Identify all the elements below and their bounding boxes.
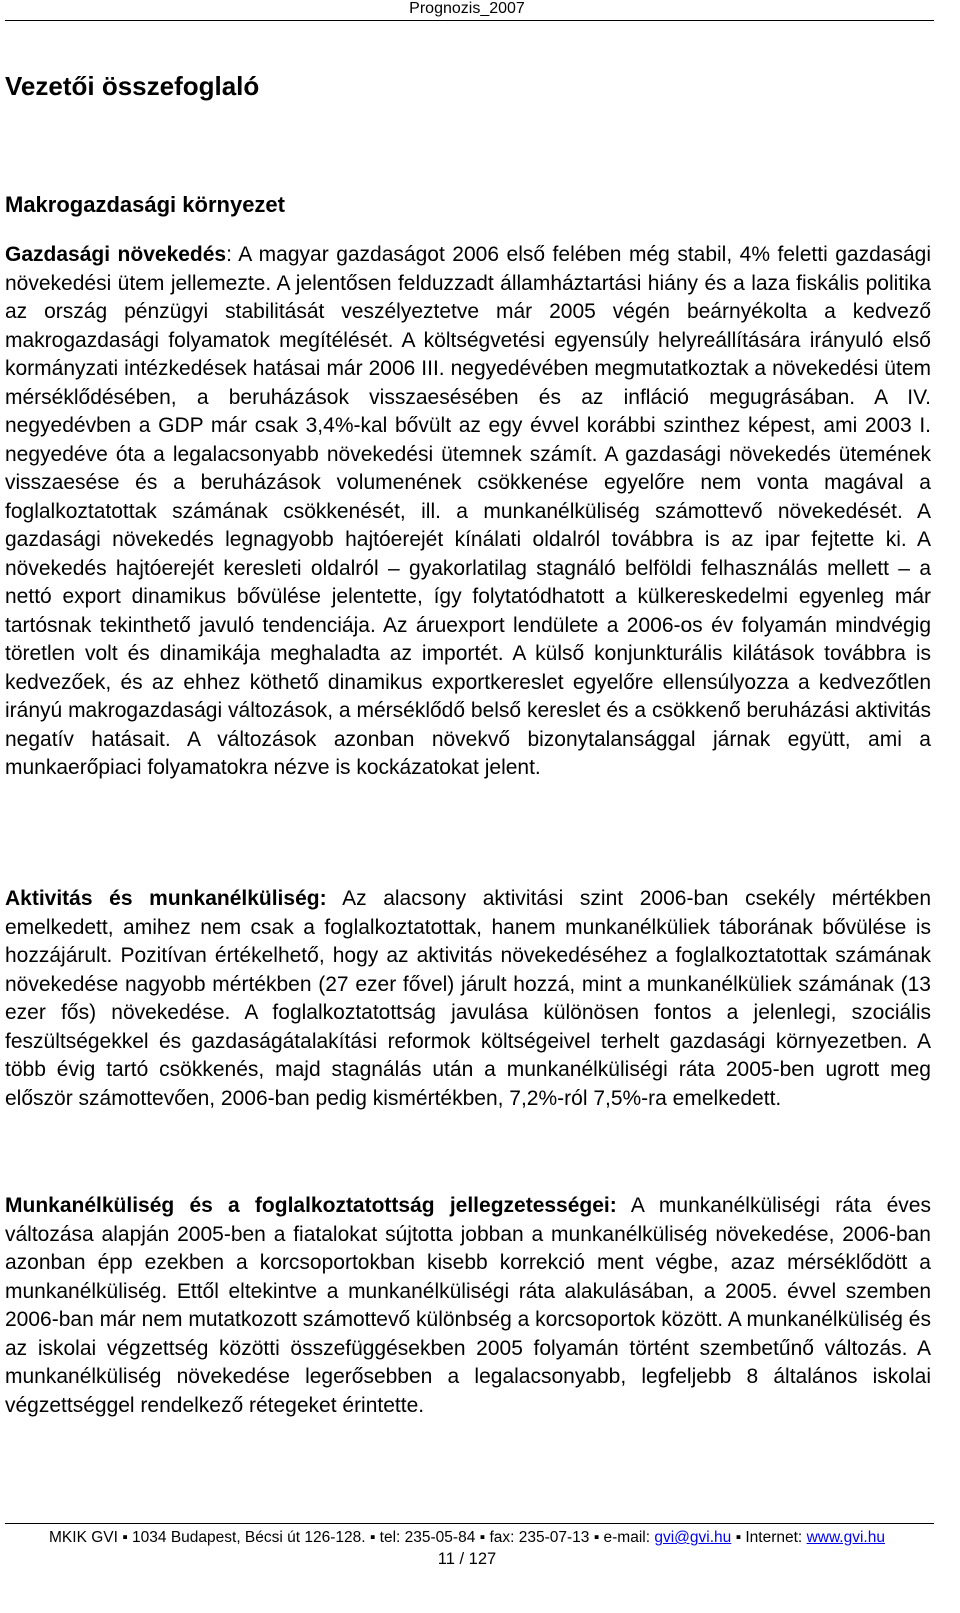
footer-separator: ▪	[475, 1529, 490, 1546]
page-footer	[0, 1528, 934, 1547]
footer-website-link[interactable]: www.gvi.hu	[806, 1529, 885, 1546]
paragraph-unemployment-characteristics	[5, 1192, 931, 1420]
header-divider	[5, 20, 934, 21]
footer-tel: tel: 235-05-84	[379, 1529, 476, 1546]
footer-separator: ▪	[117, 1529, 133, 1546]
paragraph-lead: Aktivitás és munkanélküliség:	[5, 887, 327, 910]
paragraph-body: A munkanélküliségi ráta éves változása alapján 2005-ben a fiatalokat sújtotta jobban a munkanélküliség növekedése, 2006-ban azonban épp ezekben a korcsoportokban kisebb korrekció ment végbe, azaz mérséklődött a munkanélküliség. Ettől eltekintve a munkanélküliségi ráta alakulásában, a 2005. évvel szemben 2006-ban már nem mutatkozott számottevő különbség a korcsoportok között. A munkanélküliség és az iskolai végzettség közötti összefüggésekben 2005 folyamán történt szembetűnő változás. A munkanélküliség növekedése legerősebben a legalacsonyabb, legfeljebb 8 általános iskolai végzettséggel rendelkező rétegeket érintette.	[5, 1194, 931, 1417]
paragraph-body: A magyar gazdaságot 2006 első felében még stabil, 4% feletti gazdasági növekedési ütem jellemezte. A jelentősen felduzzadt államháztartási hiány és a laza fiskális politika az ország pénzügyi stabilitását veszélyeztetve már 2005 végén beárnyékolta a kedvező makrogazdasági folyamatok megítélését. A költségvetési egyensúly helyreállítására irányuló első kormányzati intézkedések hatásai már 2006 III. negyedévében megmutatkoztak a növekedési ütem mérséklődésében, a beruházások visszaesésében és az infláció megugrásában. A IV. negyedévben a GDP már csak 3,4%-kal bővült az egy évvel korábbi szinthez képest, ami 2003 I. negyedéve óta a legalacsonyabb növekedési ütemnek számít. A gazdasági növekedés ütemének visszaesése és a beruházások volumenének csökkenése egyelőre nem vonta magával a foglalkoztatottak számának csökkenését, ill. a munkanélküliség számottevő növekedését. A gazdasági növekedés legnagyobb hajtóerejét kínálati oldalról továbbra is az ipar fejtette ki. A növekedés hajtóerejét keresleti oldalról – gyakorlatilag stagnáló belföldi felhasználás mellett – a nettó export dinamikus bővülése jelentette, így folytatódhatott a külkereskedelmi egyenleg már tartósnak tekinthető javuló tendenciája. Az áruexport lendülete a 2006-os év folyamán mindvégig töretlen volt és dinamikája meghaladta az importét. A külső konjunkturális kilátások továbbra is kedvezőek, és az ehhez köthető dinamikus exportkereslet egyelőre ellensúlyozza a kedvezőtlen irányú makrogazdasági változások, a mérséklődő belső kereslet és a csökkenő beruházási aktivitás negatív hatásait. A változások azonban növekvő bizonytalansággal járnak együtt, ami a munkaerőpiaci folyamatokra nézve is kockázatokat jelent.	[5, 243, 931, 779]
page-title: Vezetői összefoglaló	[5, 71, 260, 101]
paragraph-economic-growth	[5, 241, 931, 783]
page-header	[0, 0, 934, 18]
footer-fax: fax: 235-07-13	[489, 1529, 590, 1546]
footer-separator: ▪	[365, 1529, 380, 1546]
footer-separator: ▪	[589, 1529, 604, 1546]
footer-separator: ▪	[731, 1529, 746, 1546]
footer-email-link[interactable]: gvi@gvi.hu	[654, 1529, 732, 1546]
section-title: Makrogazdasági környezet	[5, 192, 285, 217]
document-title: Prognozis_2007	[409, 0, 525, 17]
paragraph-activity-unemployment	[5, 885, 931, 1113]
paragraph-lead-separator: :	[226, 243, 232, 266]
footer-org: MKIK GVI	[49, 1529, 118, 1546]
paragraph-body: Az alacsony aktivitási szint 2006-ban csekély mértékben emelkedett, amihez nem csak a foglalkoztatottak, hanem munkanélküliek táborának bővülése is hozzájárult. Pozitívan értékelhető, hogy az aktivitás növekedéséhez a foglalkoztatottak számának növekedése nagyobb mértékben (27 ezer fővel) járult hozzá, mint a munkanélküliek számának (13 ezer fős) növekedése. A foglalkoztatottság javulása különösen fontos a jelenlegi, szociális feszültségekkel és gazdaságátalakítási reformok költségeivel terhelt gazdasági környezetben. A több évig tartó csökkenés, majd stagnálás után a munkanélküliségi ráta 2005-ben ugrott meg először számottevően, 2006-ban pedig kismértékben, 7,2%-ról 7,5%-ra emelkedett.	[5, 887, 932, 1110]
paragraph-lead: Munkanélküliség és a foglalkoztatottság jellegzetességei:	[5, 1194, 617, 1217]
footer-internet-label: Internet:	[745, 1529, 807, 1546]
footer-address: 1034 Budapest, Bécsi út 126-128.	[132, 1529, 366, 1546]
footer-email-label: e-mail:	[603, 1529, 655, 1546]
footer-divider	[5, 1523, 934, 1524]
page-number: 11 / 127	[437, 1550, 497, 1568]
paragraph-lead: Gazdasági növekedés	[5, 243, 227, 266]
